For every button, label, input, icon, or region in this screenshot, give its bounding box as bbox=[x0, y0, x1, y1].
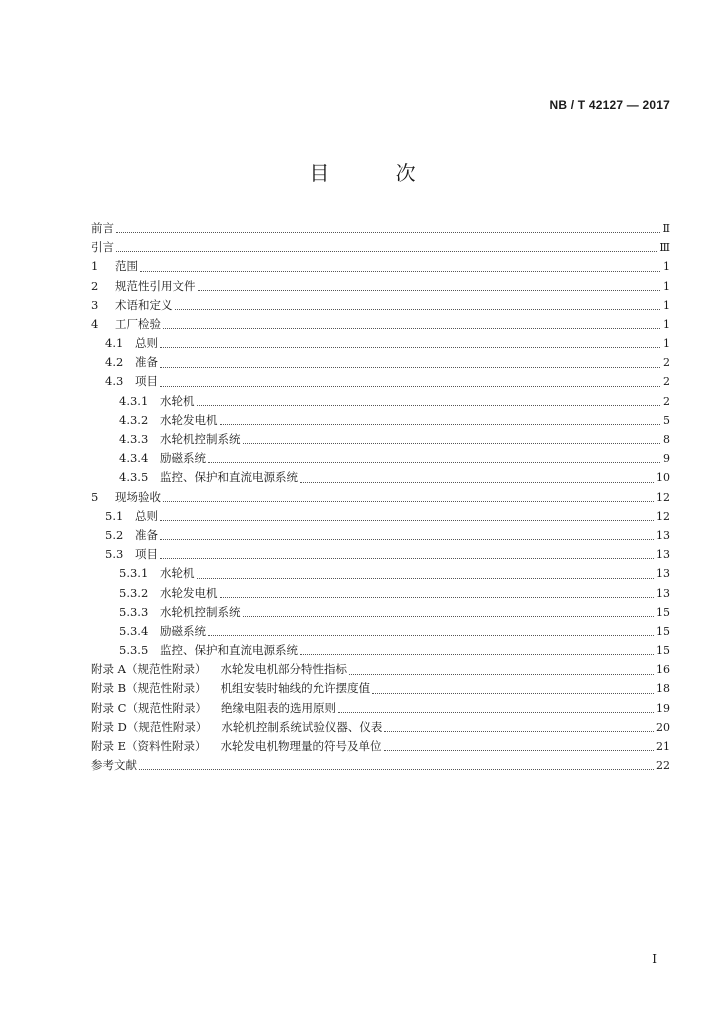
dot-leader bbox=[384, 730, 654, 732]
dot-leader bbox=[300, 481, 654, 483]
toc-entry[interactable] bbox=[91, 488, 670, 507]
dot-leader bbox=[140, 270, 660, 272]
dot-leader bbox=[139, 768, 654, 770]
toc-entry-page: 22 bbox=[656, 759, 670, 773]
toc-entry-page: 5 bbox=[663, 413, 670, 427]
toc-entry-number: 5.3.3 bbox=[119, 604, 149, 619]
toc-entry-label: 水轮发电机 bbox=[160, 412, 218, 427]
dot-leader bbox=[372, 692, 654, 694]
toc-entry-page: 1 bbox=[663, 317, 670, 331]
toc-entry-number: 5.3.2 bbox=[119, 585, 149, 600]
toc-entry-number: 5.3.4 bbox=[119, 623, 149, 638]
toc-entry-number: 5 bbox=[91, 489, 99, 504]
toc-entry[interactable] bbox=[91, 373, 670, 392]
toc-entry-number: 4.3.3 bbox=[119, 432, 149, 447]
toc-entry-label: 现场验收 bbox=[115, 489, 161, 504]
toc-entry-page: 2 bbox=[663, 394, 670, 408]
toc-entry[interactable] bbox=[91, 526, 670, 545]
toc-entry-number: 4.3.1 bbox=[119, 393, 149, 408]
toc-entry-page: 16 bbox=[656, 663, 670, 677]
toc-entry[interactable] bbox=[91, 622, 670, 641]
toc-entry-sublabel: 机组安装时轴线的允许摆度值 bbox=[220, 681, 371, 696]
toc-entry[interactable] bbox=[91, 660, 670, 679]
dot-leader bbox=[197, 577, 655, 579]
dot-leader bbox=[243, 615, 655, 617]
toc-entry[interactable] bbox=[91, 756, 670, 775]
toc-entry-page: 19 bbox=[656, 701, 670, 715]
toc-entry-label: 励磁系统 bbox=[160, 623, 206, 638]
toc-entry[interactable] bbox=[91, 219, 670, 238]
toc-entry-label: 总则 bbox=[135, 336, 158, 351]
toc-entry-number: 4.3.5 bbox=[119, 470, 149, 485]
dot-leader bbox=[160, 519, 654, 521]
toc-entry-number: 4.1 bbox=[105, 336, 124, 351]
toc-entry-number: 5.3.5 bbox=[119, 643, 149, 658]
dot-leader bbox=[160, 557, 654, 559]
dot-leader bbox=[175, 308, 661, 310]
toc-entry-page: 10 bbox=[656, 471, 670, 485]
toc-entry[interactable] bbox=[91, 641, 670, 660]
toc-entry-page: 2 bbox=[663, 356, 670, 370]
toc-entry-label: 术语和定义 bbox=[115, 297, 173, 312]
toc-entry-label: 范围 bbox=[115, 259, 138, 274]
toc-entry-sublabel: 水轮机控制系统试验仪器、仪表 bbox=[221, 719, 383, 734]
toc-entry[interactable] bbox=[91, 296, 670, 315]
toc-entry-label: 引言 bbox=[91, 240, 114, 255]
toc-entry-label: 励磁系统 bbox=[160, 451, 206, 466]
toc-entry[interactable] bbox=[91, 257, 670, 276]
toc-entry-page: 8 bbox=[663, 433, 670, 447]
dot-leader bbox=[116, 250, 657, 252]
page-folio: I bbox=[652, 952, 657, 966]
dot-leader bbox=[197, 404, 661, 406]
toc-entry-label: 附录 E（资料性附录） bbox=[91, 739, 207, 754]
dot-leader bbox=[220, 423, 661, 425]
toc-entry-page: 13 bbox=[656, 528, 670, 542]
toc-entry[interactable] bbox=[91, 430, 670, 449]
toc-entry-sublabel: 水轮发电机物理量的符号及单位 bbox=[220, 739, 382, 754]
toc-entry-label: 水轮发电机 bbox=[160, 585, 218, 600]
toc-entry-number: 5.1 bbox=[105, 508, 124, 523]
toc-entry-label: 水轮机 bbox=[160, 566, 195, 581]
toc-entry-number: 3 bbox=[91, 297, 99, 312]
toc-entry-page: 20 bbox=[656, 720, 670, 734]
toc-entry-label: 附录 C（规范性附录） bbox=[91, 700, 207, 715]
toc-entry-number: 5.2 bbox=[105, 527, 124, 542]
toc-entry-page: 12 bbox=[656, 509, 670, 523]
toc-entry-page: 9 bbox=[663, 452, 670, 466]
toc-entry-label: 附录 D（规范性附录） bbox=[91, 719, 208, 734]
dot-leader bbox=[208, 461, 660, 463]
dot-leader bbox=[163, 327, 660, 329]
toc-entry-label: 水轮机控制系统 bbox=[160, 432, 241, 447]
toc-entry[interactable] bbox=[91, 238, 670, 257]
toc-entry[interactable] bbox=[91, 507, 670, 526]
dot-leader bbox=[163, 500, 654, 502]
toc-entry-label: 监控、保护和直流电源系统 bbox=[160, 643, 298, 658]
toc-entry-page: 1 bbox=[663, 337, 670, 351]
toc-entry-number: 4.3.2 bbox=[119, 412, 149, 427]
toc-entry-number: 5.3 bbox=[105, 547, 124, 562]
dot-leader bbox=[220, 596, 655, 598]
toc-entry-page: Ⅱ bbox=[662, 221, 670, 235]
toc-entry-page: 1 bbox=[663, 298, 670, 312]
toc-entry-label: 规范性引用文件 bbox=[115, 278, 196, 293]
toc-entry[interactable] bbox=[91, 737, 670, 756]
toc-entry[interactable] bbox=[91, 699, 670, 718]
dot-leader bbox=[160, 385, 660, 387]
toc-entry-page: 15 bbox=[656, 605, 670, 619]
toc-entry-number: 2 bbox=[91, 278, 99, 293]
toc-entry-page: 18 bbox=[656, 682, 670, 696]
toc-entry-label: 工厂检验 bbox=[115, 316, 161, 331]
toc-entry-label: 项目 bbox=[135, 374, 158, 389]
toc-entry-label: 水轮机 bbox=[160, 393, 195, 408]
dot-leader bbox=[160, 538, 654, 540]
toc-entry[interactable] bbox=[91, 334, 670, 353]
toc-entry[interactable] bbox=[91, 449, 670, 468]
toc-entry-page: 1 bbox=[663, 260, 670, 274]
toc-entry[interactable] bbox=[91, 718, 670, 737]
dot-leader bbox=[160, 366, 660, 368]
toc-entry[interactable] bbox=[91, 353, 670, 372]
toc-entry-label: 准备 bbox=[135, 355, 158, 370]
toc-entry-number: 1 bbox=[91, 259, 99, 274]
toc-entry-page: 12 bbox=[656, 490, 670, 504]
toc-entry-number: 5.3.1 bbox=[119, 566, 149, 581]
table-of-contents bbox=[91, 219, 670, 775]
toc-entry-page: 13 bbox=[656, 586, 670, 600]
toc-entry[interactable] bbox=[91, 603, 670, 622]
page-title: 目 次 bbox=[309, 161, 446, 185]
standard-number: NB / T 42127 — 2017 bbox=[549, 98, 670, 112]
toc-entry[interactable] bbox=[91, 564, 670, 583]
toc-entry-label: 准备 bbox=[135, 527, 158, 542]
dot-leader bbox=[349, 673, 654, 675]
toc-entry-label: 总则 bbox=[135, 508, 158, 523]
toc-entry-page: 21 bbox=[656, 740, 670, 754]
toc-entry-page: 1 bbox=[663, 279, 670, 293]
toc-entry-label: 水轮机控制系统 bbox=[160, 604, 241, 619]
toc-entry-label: 参考文献 bbox=[91, 758, 137, 773]
toc-entry-page: 13 bbox=[656, 567, 670, 581]
dot-leader bbox=[116, 231, 660, 233]
toc-entry[interactable] bbox=[91, 680, 670, 699]
dot-leader bbox=[160, 346, 660, 348]
toc-entry-page: 13 bbox=[656, 548, 670, 562]
toc-entry[interactable] bbox=[91, 392, 670, 411]
toc-entry-label: 监控、保护和直流电源系统 bbox=[160, 470, 298, 485]
toc-entry[interactable] bbox=[91, 545, 670, 564]
toc-entry-label: 前言 bbox=[91, 220, 114, 235]
dot-leader bbox=[198, 289, 661, 291]
toc-entry-sublabel: 水轮发电机部分特性指标 bbox=[220, 662, 347, 677]
toc-entry-page: 15 bbox=[656, 644, 670, 658]
toc-entry-number: 4.2 bbox=[105, 355, 124, 370]
toc-entry-page: 15 bbox=[656, 624, 670, 638]
toc-entry-number: 4.3.4 bbox=[119, 451, 149, 466]
toc-entry[interactable] bbox=[91, 315, 670, 334]
toc-entry-label: 项目 bbox=[135, 547, 158, 562]
dot-leader bbox=[384, 749, 654, 751]
dot-leader bbox=[338, 711, 654, 713]
toc-entry-page: 2 bbox=[663, 375, 670, 389]
toc-entry[interactable] bbox=[91, 468, 670, 487]
toc-entry-page: Ⅲ bbox=[659, 241, 670, 255]
dot-leader bbox=[208, 634, 654, 636]
toc-entry[interactable] bbox=[91, 584, 670, 603]
toc-entry-number: 4.3 bbox=[105, 374, 124, 389]
dot-leader bbox=[300, 653, 654, 655]
toc-entry-label: 附录 B（规范性附录） bbox=[91, 681, 207, 696]
toc-entry[interactable] bbox=[91, 277, 670, 296]
toc-entry-label: 附录 A（规范性附录） bbox=[91, 662, 207, 677]
toc-entry[interactable] bbox=[91, 411, 670, 430]
toc-entry-number: 4 bbox=[91, 316, 99, 331]
dot-leader bbox=[243, 442, 661, 444]
toc-entry-sublabel: 绝缘电阻表的选用原则 bbox=[220, 700, 336, 715]
